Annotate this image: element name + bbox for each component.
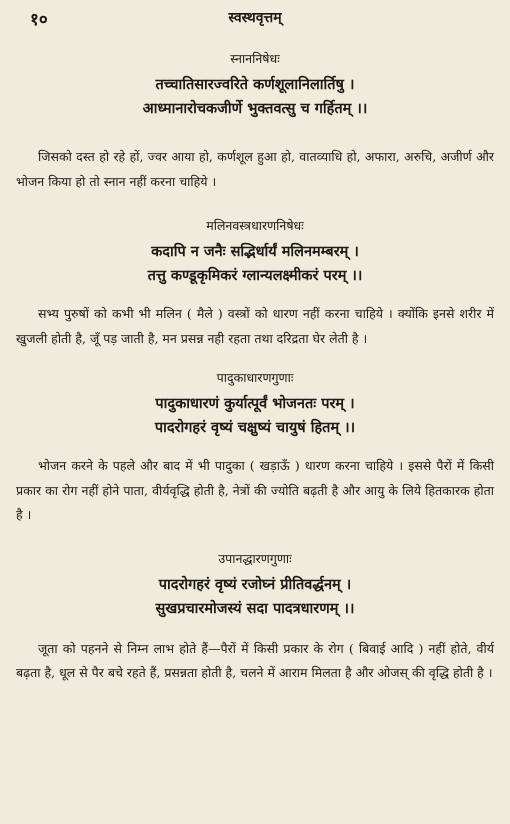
verse-line: पादुकाधारणं कुर्यात्पूर्वं भोजनतः परम् । bbox=[155, 395, 355, 412]
section-wooden-sandals-benefits bbox=[16, 369, 494, 528]
hindi-commentary: भोजन करने के पहले और बाद में भी पादुका ( खड़ाऊँ ) धारण करना चाहिये । इससे पैरों में किसी प्रकार का रोग नहीं होने पाता, वीर्यवृद्धि होती है, नेत्रों की ज्योति बढ़ती है और आयु के लिये हितकारक होता है । bbox=[16, 458, 494, 522]
page-header bbox=[16, 0, 494, 34]
sanskrit-verse bbox=[16, 73, 494, 121]
section-title: उपानद्धारणगुणाः bbox=[218, 550, 292, 566]
section-dirty-clothes-prohibition bbox=[16, 217, 494, 351]
section-title: पादुकाधारणगुणाः bbox=[216, 370, 294, 385]
sanskrit-verse bbox=[16, 240, 494, 288]
section-bathing-prohibition bbox=[16, 50, 494, 194]
sanskrit-verse bbox=[16, 573, 494, 621]
section-shoes-benefits bbox=[16, 550, 494, 686]
page-number: १० bbox=[30, 10, 48, 30]
hindi-commentary: सभ्य पुरुषों को कभी भी मलिन ( मैले ) वस्त्रों को धारण नहीं करना चाहिये । क्योंकि इनसे शरीर में खुजली होती है, जूँ पड़ जाती है, मन प्रसन्न नही रहता तथा दरिद्रता घेर लेती है । bbox=[16, 306, 494, 346]
verse-line: पादरोगहरं वृष्यं चक्षुष्यं चायुषं हितम् ।। bbox=[154, 419, 356, 436]
sanskrit-verse bbox=[16, 392, 494, 440]
hindi-commentary: जूता को पहनने से निम्न लाभ होते हैं—पैरों में किसी प्रकार के रोग ( बिवाई आदि ) नहीं होते, वीर्य बढ़ता है, धूल से पैर बचे रहते हैं, प्रसन्नता होती है, चलने में आराम मिलता है और ओजस् की वृद्धि होती है । bbox=[16, 640, 494, 680]
verse-line: कदापि न जनैः सद्भिर्धार्यं मलिनमम्बरम् । bbox=[151, 243, 359, 260]
running-title: स्वस्थवृत्तम् bbox=[228, 10, 282, 26]
verse-line: तच्चातिसारज्वरिते कर्णशूलानिलार्तिषु । bbox=[155, 76, 355, 93]
section-title: मलिनवस्त्रधारणनिषेधः bbox=[206, 218, 304, 233]
verse-line: सुखप्रचारमोजस्यं सदा पादत्रधारणम् ।। bbox=[155, 599, 355, 617]
section-title: स्नाननिषेधः bbox=[230, 51, 280, 66]
verse-line: तत्तु कण्डूकृमिकरं ग्लान्यलक्ष्मीकरं परम् ।। bbox=[147, 267, 363, 284]
verse-line: आध्मानारोचकजीर्णे भुक्तवत्सु च गर्हितम् ।। bbox=[142, 100, 368, 117]
verse-line: पादरोगहरं वृष्यं रजोघ्नं प्रीतिवर्द्धनम् । bbox=[158, 575, 352, 593]
hindi-commentary: जिसको दस्त हो रहे हों, ज्वर आया हो, कर्णशूल हुआ हो, वातव्याधि हो, अफारा, अरुचि, अजीर्ण और भोजन किया हो तो स्नान नहीं करना चाहिये । bbox=[16, 149, 494, 189]
